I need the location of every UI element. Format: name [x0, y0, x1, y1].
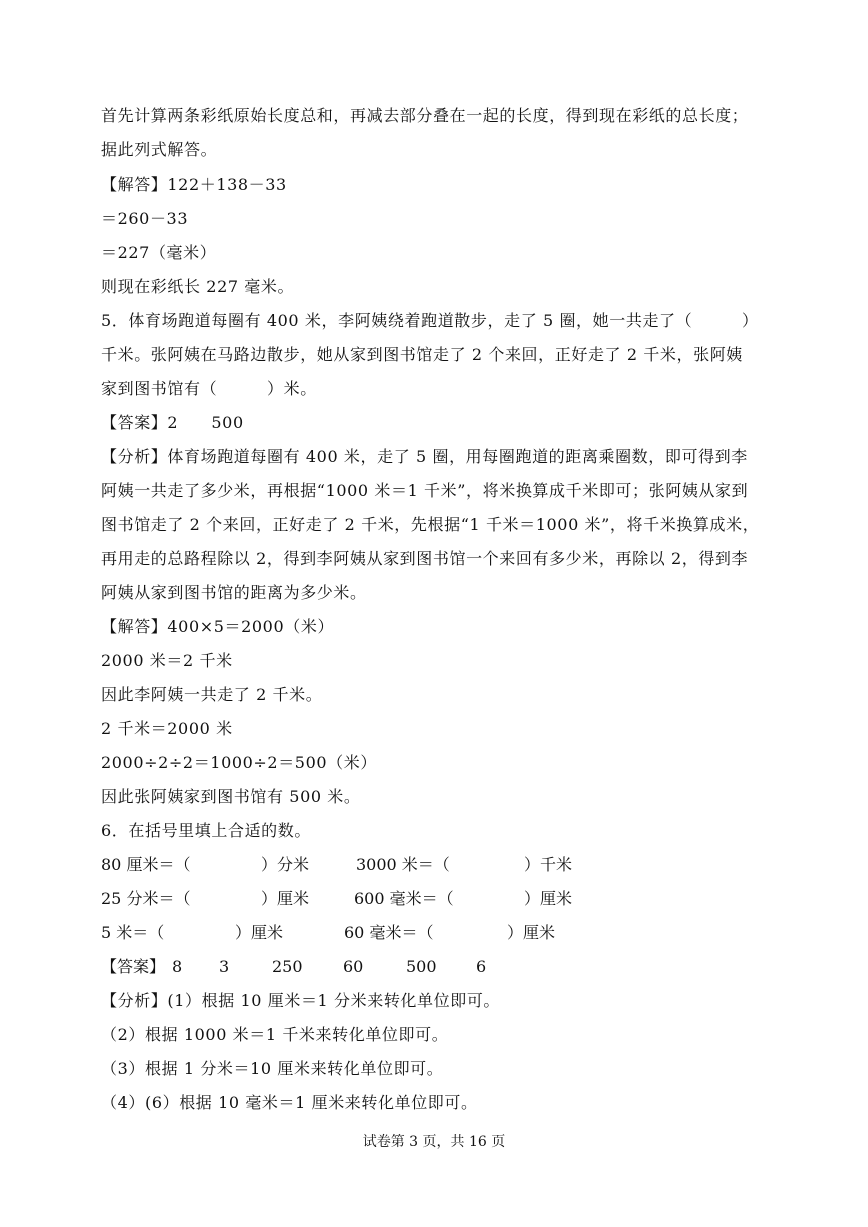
solution-line: ＝227（毫米） [101, 243, 217, 262]
fill-unit: ）千米 [524, 855, 573, 874]
text-line: 首先计算两条彩纸原始长度总和，再减去部分叠在一起的长度，得到现在彩纸的总长度； [101, 106, 749, 125]
analysis-line: 阿姨从家到图书馆的距离为多少米。 [101, 583, 367, 602]
conclusion-line: 则现在彩纸长 227 毫米。 [101, 277, 295, 296]
answer-label: 【答案】 [101, 957, 166, 976]
text-line: 据此列式解答。 [101, 140, 218, 159]
fill-prompt: 60 毫米＝（ [344, 923, 434, 942]
question-5-line: 5．体育场跑道每圈有 400 米，李阿姨绕着跑道散步，走了 5 圈，她一共走了（ ） [101, 311, 759, 330]
analysis-line: 图书馆走了 2 个来回，正好走了 2 千米，先根据“1 千米＝1000 米”，将千米换算成米， [101, 515, 760, 534]
answer-value: 500 [406, 957, 437, 976]
question-5-line: 千米。张阿姨在马路边散步，她从家到图书馆走了 2 个来回，正好走了 2 千米，张阿姨 [101, 345, 743, 364]
question-5-line: 家到图书馆有（ ）米。 [101, 379, 317, 398]
answer-value: 3 [219, 957, 230, 976]
fill-prompt: 5 米＝（ [101, 923, 165, 942]
page-footer: 试卷第 3 页，共 16 页 [362, 1134, 506, 1150]
answer-value: 6 [476, 957, 487, 976]
analysis-line: 阿姨一共走了多少米，再根据“1000 米＝1 千米”，将米换算成千米即可；张阿姨从家到 [101, 481, 749, 500]
answer-value: 250 [272, 957, 303, 976]
analysis-line: （4）(6）根据 10 毫米＝1 厘米来转化单位即可。 [101, 1093, 478, 1112]
fill-prompt: 25 分米＝（ [101, 889, 191, 908]
fill-unit: ）厘米 [524, 889, 573, 908]
solution-line: ＝260－33 [101, 209, 189, 228]
answer-line: 【答案】2 500 [101, 413, 244, 432]
solution-line: 2000 米＝2 千米 [101, 651, 233, 670]
solution-line: 2 千米＝2000 米 [101, 719, 233, 738]
analysis-line: （2）根据 1000 米＝1 千米来转化单位即可。 [101, 1025, 449, 1044]
fill-prompt: 80 厘米＝（ [101, 855, 191, 874]
fill-unit: ）厘米 [261, 889, 310, 908]
fill-prompt: 3000 米＝（ [356, 855, 450, 874]
solution-line: 【解答】122＋138－33 [101, 175, 287, 194]
analysis-line: 再用走的总路程除以 2，得到李阿姨从家到图书馆一个来回有多少米，再除以 2，得到李 [101, 549, 749, 568]
analysis-line: 【分析】(1）根据 10 厘米＝1 分米来转化单位即可。 [101, 991, 501, 1010]
answer-value: 8 [172, 957, 183, 976]
solution-line: 【解答】400×5＝2000（米） [101, 617, 335, 636]
fill-unit: ）厘米 [507, 923, 556, 942]
fill-unit: ）厘米 [235, 923, 284, 942]
fill-prompt: 600 毫米＝（ [354, 889, 454, 908]
solution-line: 2000÷2÷2＝1000÷2＝500（米） [101, 753, 377, 772]
answer-value: 60 [343, 957, 364, 976]
question-6-line: 6．在括号里填上合适的数。 [101, 821, 311, 840]
fill-unit: ）分米 [261, 855, 310, 874]
conclusion-line: 因此张阿姨家到图书馆有 500 米。 [101, 787, 361, 806]
analysis-line: （3）根据 1 分米＝10 厘米来转化单位即可。 [101, 1059, 444, 1078]
analysis-line: 【分析】体育场跑道每圈有 400 米，走了 5 圈，用每圈跑道的距离乘圈数，即可得到李 [101, 447, 748, 466]
solution-line: 因此李阿姨一共走了 2 千米。 [101, 685, 323, 704]
